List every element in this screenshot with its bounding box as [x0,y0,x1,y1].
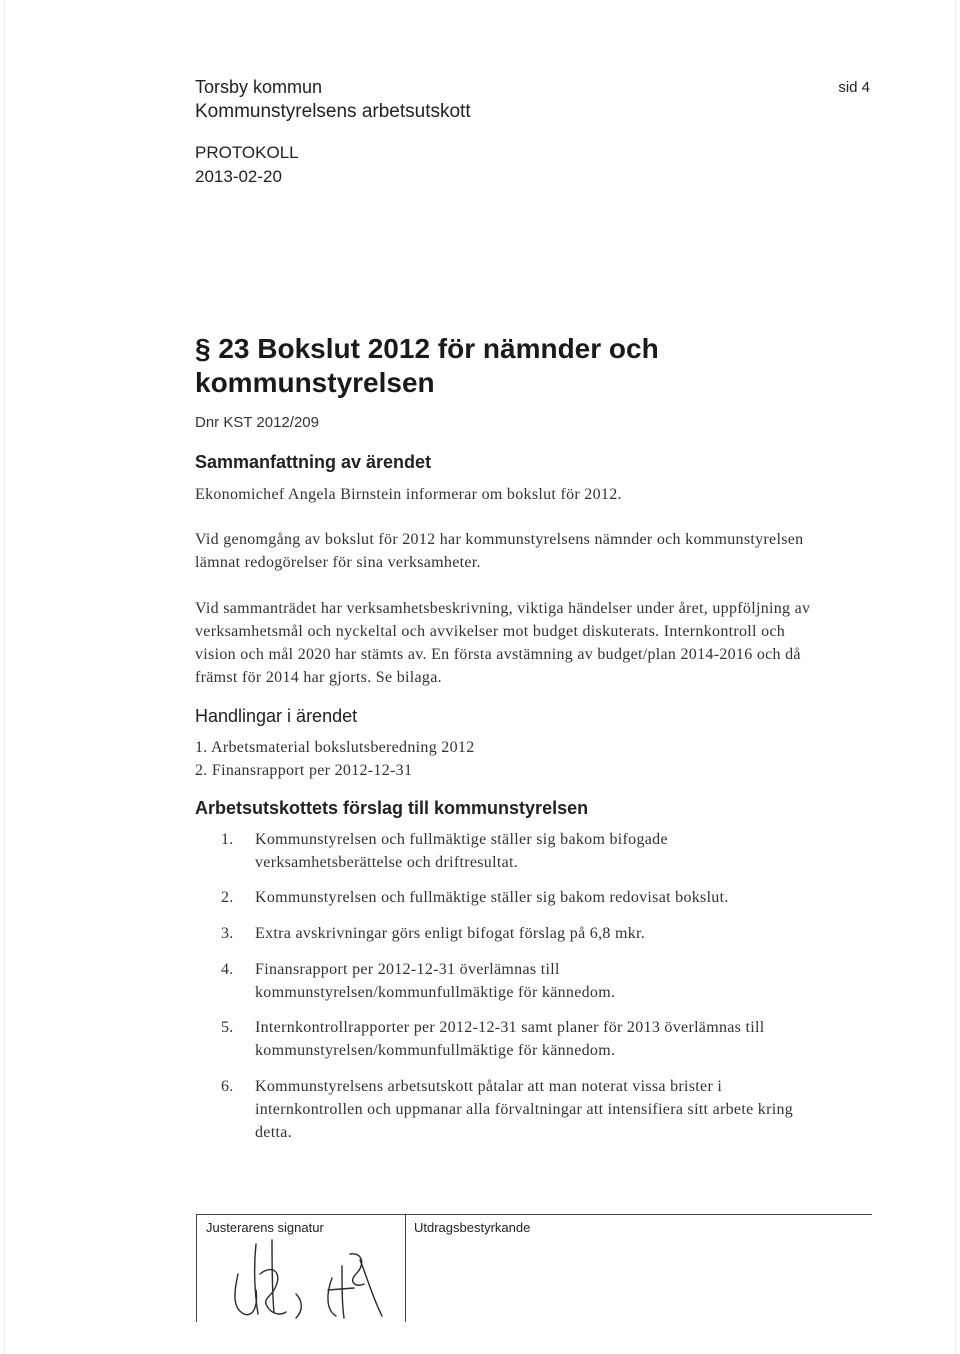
scan-edge-right [955,0,956,1354]
proposal-heading: Arbetsutskottets förslag till kommunstyrelsen [195,798,589,818]
extract-certification-label: Utdragsbestyrkande [414,1220,531,1235]
list-item-number: 6. [221,1078,234,1095]
list-item-text: Finansrapport per 2012-12-31 överlämnas till kommunstyrelsen/kommunfullmäktige för kännedom. [255,961,616,1001]
summary-paragraph: Vid sammanträdet har verksamhetsbeskrivning, viktiga händelser under året, uppföljning av verksamhetsmål och nyckeltal och avvikelser mot budget diskuterats. Internkontroll och vision och mål 2020 har stämts av. En första avstämning av budget/plan 2014-2016 och då främst för 2014 har gjorts. Se bilaga. [195,600,811,686]
list-item-number: 3. [221,925,234,942]
scan-edge-left [4,0,5,1354]
item-title: § 23 Bokslut 2012 för nämnder och kommunstyrelsen [195,333,659,398]
list-item-number: 5. [221,1019,234,1036]
registration-number: Dnr KST 2012/209 [195,414,319,431]
handwritten-signature-icon [216,1234,396,1322]
signature-box-rule [196,1214,197,1322]
list-item-text: Kommunstyrelsen och fullmäktige ställer sig bakom redovisat bokslut. [255,889,729,906]
signature-label: Justerarens signatur [206,1220,324,1235]
signature-box-divider [405,1214,406,1322]
committee-name: Kommunstyrelsens arbetsutskott [195,101,471,122]
list-item-number: 2. [221,889,234,906]
list-item-text: Kommunstyrelsen och fullmäktige ställer sig bakom bifogade verksamhetsberättelse och driftresultat. [255,831,668,871]
document-item: 1. Arbetsmaterial bokslutsberedning 2012 [195,739,475,756]
document-item: 2. Finansrapport per 2012-12-31 [195,762,413,779]
organization-name: Torsby kommun [195,77,323,97]
summary-paragraph: Ekonomichef Angela Birnstein informerar om bokslut för 2012. [195,486,622,503]
document-type: PROTOKOLL [195,143,299,162]
documents-heading: Handlingar i ärendet [195,706,358,726]
list-item-number: 1. [221,831,234,848]
signature-box-rule [196,1214,872,1215]
list-item-number: 4. [221,961,234,978]
list-item-text: Internkontrollrapporter per 2012-12-31 samt planer för 2013 överlämnas till kommunstyrelsen/kommunfullmäktige för kännedom. [255,1019,765,1059]
page-number: sid 4 [838,79,870,96]
list-item-text: Extra avskrivningar görs enligt bifogat förslag på 6,8 mkr. [255,925,646,942]
list-item-text: Kommunstyrelsens arbetsutskott påtalar att man noterat vissa brister i internkontrollen och uppmanar alla förvaltningar att intensifiera sitt arbete kring detta. [255,1078,794,1141]
signature-box [196,1214,872,1322]
meeting-date: 2013-02-20 [195,167,282,186]
summary-paragraph: Vid genomgång av bokslut för 2012 har kommunstyrelsens nämnder och kommunstyrelsen lämnat redogörelser för sina verksamheter. [195,531,804,571]
summary-heading: Sammanfattning av ärendet [195,452,432,472]
